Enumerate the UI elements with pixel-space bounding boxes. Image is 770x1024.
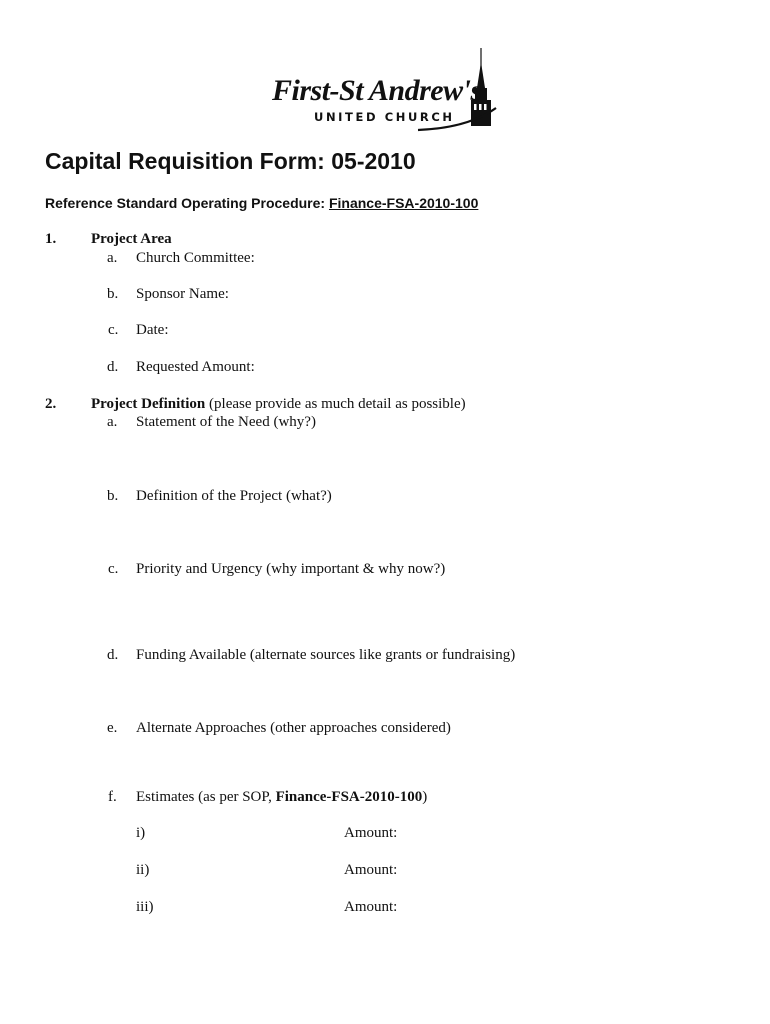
estimates-label-prefix: Estimates (as per SOP, [136,789,276,805]
estimates-label [136,789,427,806]
item-letter: a. [107,414,118,430]
funding-available-label: Funding Available (alternate sources like grants or fundraising) [136,647,516,663]
item-letter: e. [107,720,118,736]
section-2-heading: Project Definition [91,396,206,412]
section-1-heading: Project Area [91,231,172,247]
item-letter: d. [107,359,119,375]
estimate-amount-label: Amount: [344,825,398,841]
alternate-approaches-label: Alternate Approaches (other approaches considered) [136,720,451,736]
section-2-heading-note: (please provide as much detail as possible) [209,396,466,412]
item-letter: f. [108,789,117,805]
church-logo [268,44,500,136]
project-definition-label: Definition of the Project (what?) [136,488,332,504]
section-1-number: 1. [45,231,57,247]
date-label: Date: [136,322,169,338]
sop-reference [45,195,478,211]
estimate-row-roman: i) [136,825,146,841]
priority-urgency-label: Priority and Urgency (why important & why now?) [136,561,446,577]
estimates-label-suffix: ) [422,789,428,805]
requested-amount-label: Requested Amount: [136,359,255,375]
section-2-heading-line [91,396,466,413]
church-committee-label: Church Committee: [136,250,255,266]
estimate-amount-label: Amount: [344,899,398,915]
estimate-row-roman: ii) [136,862,150,878]
estimate-amount-label: Amount: [344,862,398,878]
item-letter: c. [108,561,119,577]
item-letter: b. [107,286,119,302]
section-2-number: 2. [45,396,57,412]
logo-wordmark: First-St Andrew's [272,74,482,107]
item-letter: d. [107,647,119,663]
item-letter: b. [107,488,119,504]
sop-code: Finance-FSA-2010-100 [328,195,479,211]
sponsor-name-label: Sponsor Name: [136,286,229,302]
item-letter: a. [107,250,118,266]
logo-subtitle: UNITED CHURCH [314,110,455,124]
estimates-sop-code: Finance-FSA-2010-100 [275,789,423,805]
sop-label: Reference Standard Operating Procedure: [45,195,326,211]
statement-of-need-label: Statement of the Need (why?) [136,414,316,430]
estimate-row-roman: iii) [136,899,154,915]
page-title: Capital Requisition Form: 05-2010 [45,148,416,174]
item-letter: c. [108,322,119,338]
